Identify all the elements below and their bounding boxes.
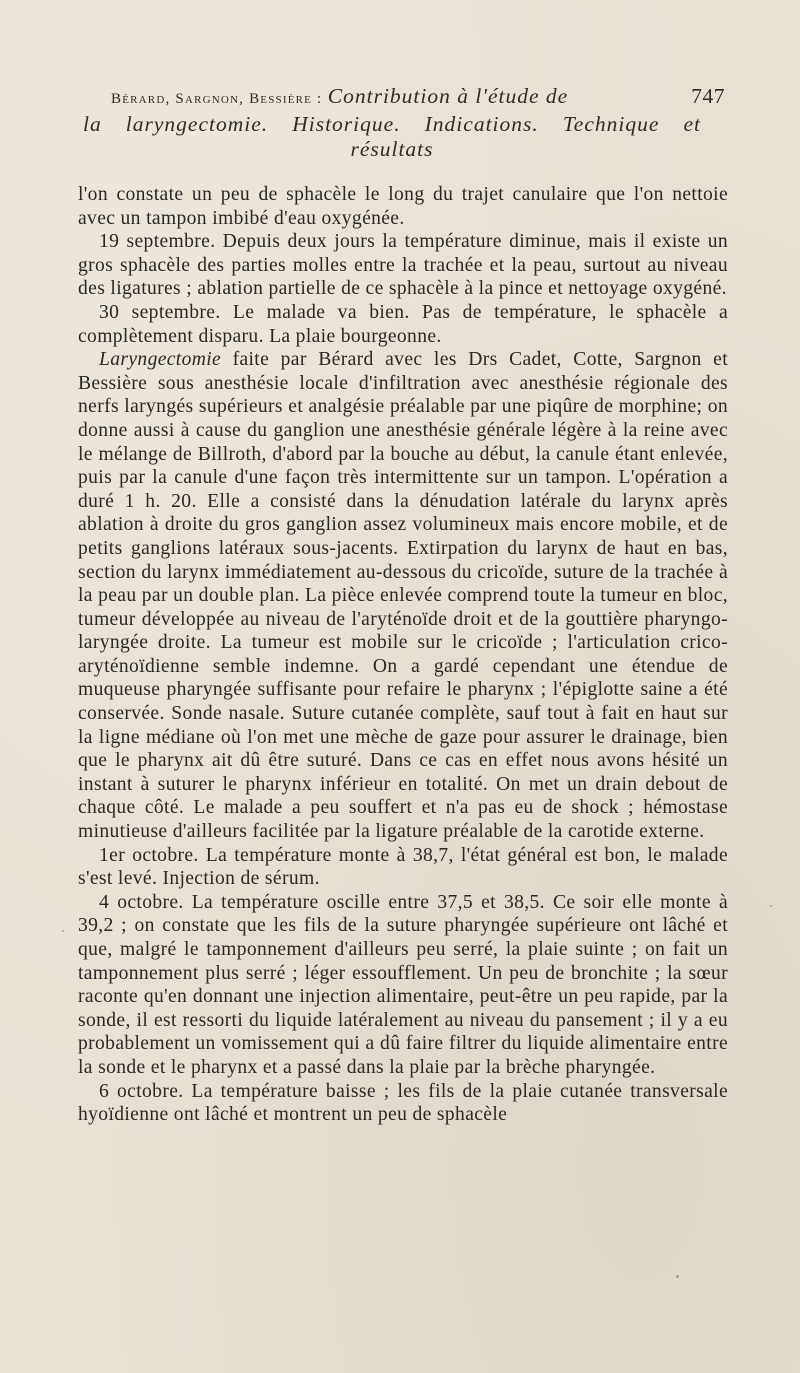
- paragraph-lead-italic: Laryngectomie: [99, 349, 222, 371]
- header-line-1: [83, 84, 733, 112]
- header-title-part-2: la laryngectomie. Historique. Indications. Technique et: [83, 112, 701, 136]
- paragraph-6-octobre: 6 octobre. La température baisse ; les fils de la plaie cutanée transversale hyoïdienne ont lâché et montrent un peu de sphacèle: [78, 1080, 728, 1126]
- paragraph-laryngectomie-body: faite par Bérard avec les Drs Cadet, Cotte, Sargnon et Bessière sous anesthésie locale d'infiltration avec anesthésie régionale des nerfs laryngés supérieurs et analgésie préalable par une piqûre de morphine; on donne aussi à cause du ganglion une anesthésie générale légère à la reine avec le mélange de Billroth, d'abord par la bouche au début, la canule étant enlevée, puis par la canule d'une façon très intermittente sur un tampon. L'opération a duré 1 h. 20. Elle a consisté dans la dénudation latérale du larynx après ablation à droite du gros ganglion assez volumineux mais encore mobile, et de petits ganglions latéraux sous-jacents. Extirpation du larynx de haut en bas, section du larynx immédiatement au-dessous du cricoïde, suture de la trachée à la peau par un double plan. La pièce enlevée comprend toute la tumeur en bloc, tumeur développée au niveau de l'aryténoïde droit et de la gouttière pharyngo-laryngée droite. La tumeur est mobile sur le cricoïde ; l'articulation crico-aryténoïdienne semble indemne. On a gardé cependant une étendue de muqueuse pharyngée suffisante pour refaire le pharynx ; l'épiglotte saine a été conservée. Sonde nasale. Suture cutanée complète, sauf tout à fait en haut sur la ligne médiane où l'on met une mèche de gaze pour assurer le drainage, bien que le pharynx ait dû être suturé. Dans ce cas en effet nous avons hésité un instant à suturer le pharynx inférieur en totalité. On met un drain debout de chaque côté. Le malade a peu souffert et n'a pas eu de shock ; hémostase minutieuse d'ailleurs facilitée par la ligature préalable de la carotide externe.: [78, 349, 728, 843]
- paragraph-1er-octobre: 1er octobre. La température monte à 38,7, l'état général est bon, le malade s'est levé. Injection de sérum.: [78, 844, 728, 890]
- page-number: 747: [691, 84, 725, 108]
- header-title-part-3: résultats: [350, 137, 434, 161]
- paragraph-4-octobre: 4 octobre. La température oscille entre 37,5 et 38,5. Ce soir elle monte à 39,2 ; on constate que les fils de la suture pharyngée supérieure ont lâché et que, malgré le tamponnement d'ailleurs peu serré, la plaie suinte ; on fait un tamponnement plus serré ; léger essoufflement. Un peu de bronchite ; la sœur raconte qu'en donnant une injection alimentaire, peut-être un peu rapide, par la sonde, il est ressorti du liquide latéralement au niveau du pansement ; il y a eu probablement un vomissement qui a dû faire filtrer du liquide alimentaire entre la sonde et le pharynx et a passé dans la plaie par la brèche pharyngée.: [78, 891, 728, 1078]
- paragraph-continuation: l'on constate un peu de sphacèle le long du trajet canulaire que l'on nettoie avec un tampon imbibé d'eau oxygénée.: [78, 184, 728, 229]
- paragraph-laryngectomie: [78, 348, 728, 843]
- paragraph-19-septembre: 19 septembre. Depuis deux jours la température diminue, mais il existe un gros sphacèle des parties molles entre la trachée et la peau, surtout au niveau des ligatures ; ablation partielle de ce sphacèle à la pince et nettoyage oxygéné.: [78, 231, 728, 300]
- body-text: [78, 183, 728, 1127]
- running-header: [83, 84, 733, 162]
- paragraph-30-septembre: 30 septembre. Le malade va bien. Pas de température, le sphacèle a complètement disparu. La plaie bourgeonne.: [78, 301, 728, 347]
- header-authors: Bérard, Sargnon, Bessière :: [111, 91, 323, 107]
- header-title-part-1: Contribution à l'étude de: [327, 84, 569, 108]
